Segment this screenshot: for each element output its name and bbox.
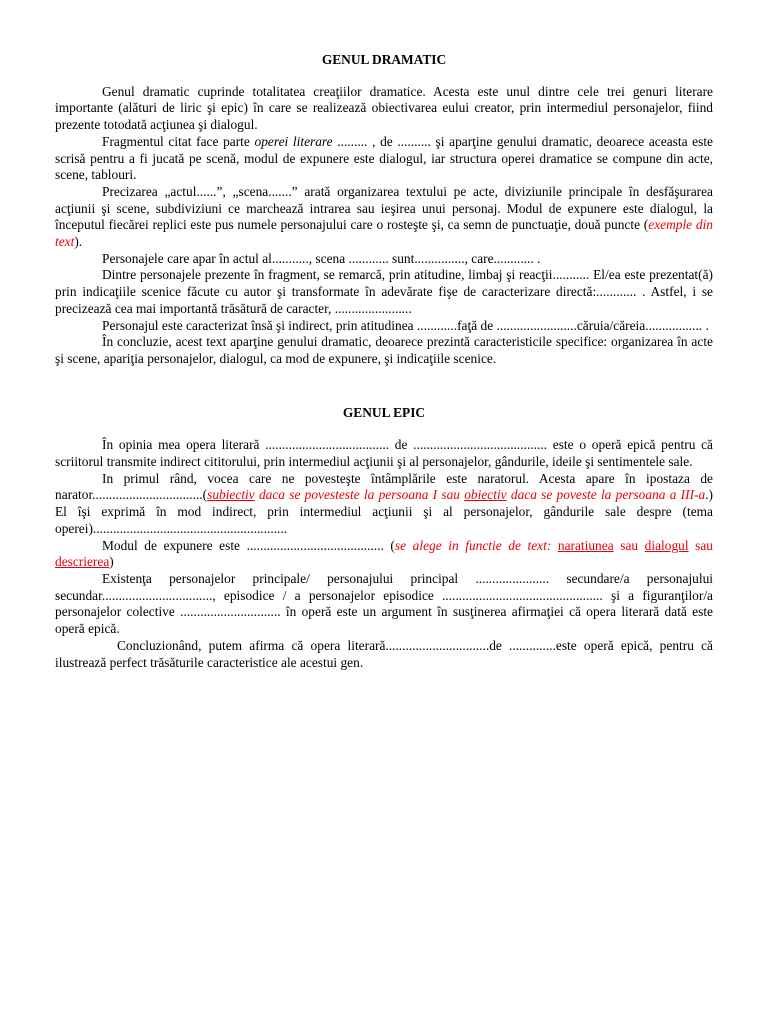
section-title-epic: GENUL EPIC <box>342 404 426 420</box>
epic-p3-underlined-3: descrierea <box>55 554 110 570</box>
epic-p3-text-a: Modul de expunere este ......................................... ( <box>102 537 395 553</box>
epic-p2-text-b: .) El îşi exprimă în mod indirect, prin intermediul acţiunii şi al personajelor, gândurile sale despre (tema operei).......................................................... <box>55 487 713 536</box>
dramatic-p3-text-b: ). <box>74 234 83 250</box>
epic-p3-red-2: sau <box>613 537 645 553</box>
dramatic-paragraph-5: Dintre personajele prezente în fragment, se remarcă, prin atitudine, limbaj şi reacţii........... El/ea este prezentat(ă) prin indicaţiile scenice făcute cu autor şi transformate în adevărate fişe de caracterizare directă:............ . Astfel, i se precizează cea mai importantă trăsătură de caracter, ....................... <box>55 267 713 316</box>
dramatic-p3-red-note: exemple din text <box>55 217 713 250</box>
epic-p3-text-b: ) <box>109 554 114 570</box>
dramatic-paragraph-1: Genul dramatic cuprinde totalitatea creaţiilor dramatice. Acesta este unul dintre cele trei genuri literare importante (alături de liric şi epic) în care se realizează obiectivarea eului creator, prin intermediul personajelor, fiind prezente totodată acţiunea şi dialogul. <box>55 83 713 133</box>
dramatic-p3-text-a: Precizarea „actul......”, „scena.......” arată organizarea textului pe acte, diviziunile principale în desfăşurarea acţiunii şi scene, subdiviziuni ce marchează intrarea sau ieşirea unui personaj. Modul de expunere este dialogul, la începutul fiecărei replici este pus numele personajului care o rosteşte şi, ca semn de punctuaţie, două puncte ( <box>55 183 713 233</box>
epic-p2-underlined-1: subiectiv <box>207 487 255 503</box>
epic-paragraph-2 <box>55 471 713 538</box>
dramatic-p2-italic: operei literare <box>254 133 333 149</box>
dramatic-p2-text-a: Fragmentul citat face parte <box>102 133 255 149</box>
epic-p2-underlined-2: obiectiv <box>464 487 507 503</box>
epic-p3-underlined-1: naratiunea <box>557 537 614 553</box>
epic-p2-red-1: daca se povesteste la persoana I sau <box>254 487 465 503</box>
epic-p2-text-a: In primul rând, vocea care ne povesteşte întâmplările este naratorul. Acesta apare în ipostaza de narator.................................( <box>55 470 713 503</box>
dramatic-paragraph-7: În concluzie, acest text aparţine genului dramatic, deoarece prezintă caracteristicile specifice: organizarea în acte şi scene, apariţia personajelor, dialogul, ca mod de expunere, şi indicaţiile scenice. <box>55 334 713 366</box>
epic-paragraph-1: În opinia mea opera literară ..................................... de ........................................ este o operă epică pentru că scriitorul transmite indirect cititorului, prin intermediul acţiunii şi al personajelor, gândurile, ideile şi sentimentele sale. <box>55 437 713 470</box>
epic-p3-underlined-2: dialogul <box>644 537 689 553</box>
epic-p3-space <box>551 538 558 553</box>
section-title-dramatic: GENUL DRAMATIC <box>321 52 447 67</box>
epic-p3-red-3: sau <box>688 537 714 553</box>
dramatic-paragraph-3 <box>55 184 713 251</box>
document-content <box>55 52 713 671</box>
epic-paragraph-3 <box>55 538 713 571</box>
dramatic-p2-text-b: ......... , de .......... şi aparţine genului dramatic, deoarece aceasta este scrisă pentru a fi jucată pe scenă, modul de expunere este dialogul, iar structura operei dramatice se compune din acte, scene, tablouri. <box>55 133 714 183</box>
epic-paragraph-5: Concluzionând, putem afirma că opera literară...............................de ..............este operă epică, pentru că ilustrează perfect trăsăturile caracteristice ale acestui gen. <box>55 637 713 670</box>
epic-p2-red-2: daca se poveste la persoana a III-a <box>506 487 706 503</box>
dramatic-paragraph-2 <box>55 134 713 184</box>
dramatic-paragraph-4: Personajele care apar în actul al..........., scena ............ sunt..............., care............ . <box>102 250 541 266</box>
epic-paragraph-4: Existenţa personajelor principale/ personajului principal ...................... secundare/a personajului secundar................................., episodice / a personajelor episodice ................................................ şi a figuranţilor/a personajelor colective .............................. în operă este un argument în susţinerea afirmaţiei că opera literară dată este operă epică. <box>55 570 713 637</box>
dramatic-paragraph-6: Personajul este caracterizat însă şi indirect, prin atitudinea ............faţă de ........................căruia/căreia................. . <box>102 317 709 333</box>
epic-p3-red-1: se alege in functie de text: <box>394 537 552 553</box>
